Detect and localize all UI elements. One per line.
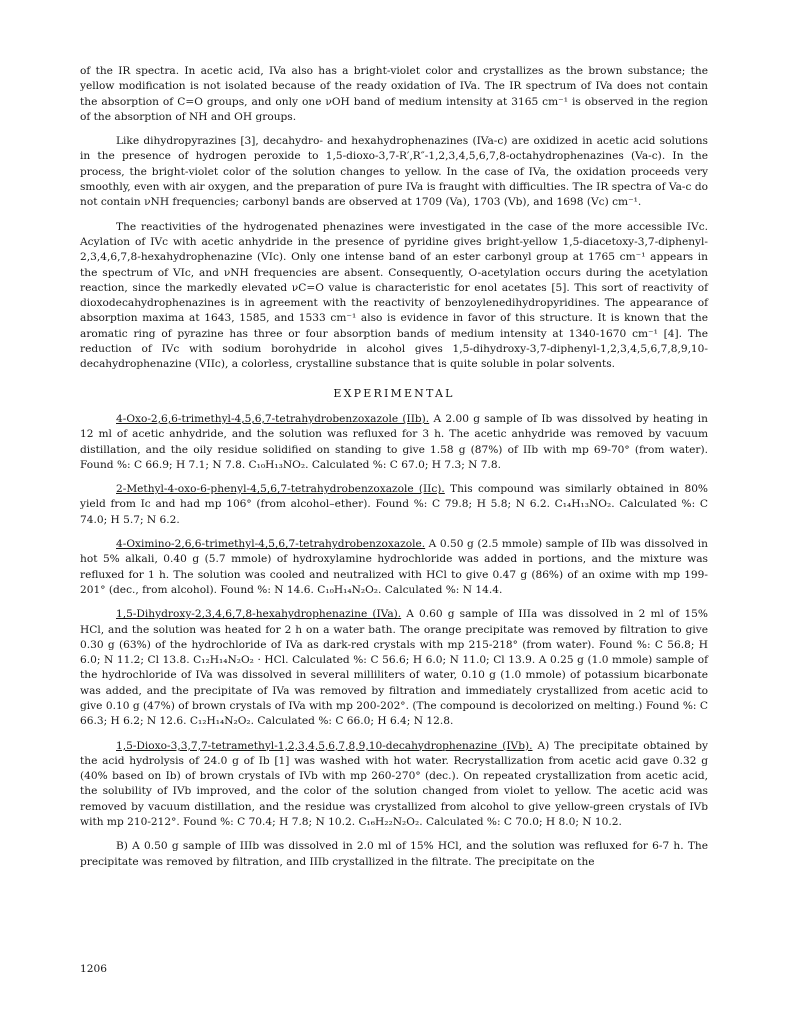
compound-title-iva: 1,5-Dihydroxy-2,3,4,6,7,8-hexahydrophenazine (IVa). <box>116 608 402 621</box>
experimental-entry-iib <box>80 412 708 473</box>
compound-body-oxime: A 0.50 g (2.5 mmole) sample of IIb was dissolved in hot 5% alkali, 0.40 g (5.7 mmole) of hydroxylamine hydrochloride was added in portions, and the mixture was refluxed for 1 h. The solution was cooled and neutralized with HCl to give 0.47 g (86%) of an oxime with mp 199-201° (dec., from alcohol). Found %: N 14.6. C₁₀H₁₄N₂O₂. Calculated %: N 14.4. <box>80 538 708 596</box>
paragraph-ir-spectra: of the IR spectra. In acetic acid, IVa also has a bright-violet color and crystallizes as the brown substance; the yellow modification is not isolated because of the ready oxidation of IVa. The IR spectrum of IVa does not contain the absorption of C=O groups, and only one νOH band of medium intensity at 3165 cm⁻¹ is observed in the region of the absorption of NH and OH groups. <box>80 65 708 123</box>
section-title-experimental: EXPERIMENTAL <box>333 386 455 400</box>
experimental-entry-iic <box>80 482 708 528</box>
body-text-column <box>80 64 708 879</box>
paragraph-oxidation: Like dihydropyrazines [3], decahydro- and hexahydrophenazines (IVa-c) are oxidized in acetic acid solutions in the presence of hydrogen peroxide to 1,5-dioxo-3,7-R′,R″-1,2,3,4,5,6,7,8-octahydrophenazines (Va-c). In the process, the bright-violet color of the solution changes to yellow. In the case of IVa, the oxidation proceeds very smoothly, even with air oxygen, and the preparation of pure IVa is fraught with difficulties. The IR spectra of Va-c do not contain νNH frequencies; carbonyl bands are observed at 1709 (Va), 1703 (Vb), and 1698 (Vc) cm⁻¹. <box>80 135 708 209</box>
experimental-entry-ivb-method-b: B) A 0.50 g sample of IIIb was dissolved in 2.0 ml of 15% HCl, and the solution was refluxed for 6-7 h. The precipitate was removed by filtration, and IIIb crystallized in the filtrate. The precipitate on the <box>80 840 708 868</box>
experimental-entry-iva <box>80 607 708 729</box>
compound-body-ivb: A) The precipitate obtained by the acid hydrolysis of 24.0 g of Ib [1] was washed with hot water. Recrystallization from acetic acid gave 0.32 g (40% based on Ib) of brown crystals of IVb with mp 260-270° (dec.). On repeated crystallization from acetic acid, the solubility of IVb improved, and the color of the solution changed from violet to yellow. The acetic acid was removed by vacuum distillation, and the residue was crystallized from alcohol to give yellow-green crystals of IVb with mp 210-212°. Found %: C 70.4; H 7.8; N 10.2. C₁₆H₂₂N₂O₂. Calculated %: C 70.0; H 8.0; N 10.2. <box>80 739 708 829</box>
compound-body-iva: A 0.60 g sample of IIIa was dissolved in 2 ml of 15% HCl, and the solution was heated for 2 h on a water bath. The orange precipitate was removed by filtration to give 0.30 g (63%) of the hydrochloride of IVa as dark-red crystals with mp 215-218° (from water). Found %: C 56.8; H 6.0; N 11.2; Cl 13.8. C₁₂H₁₄N₂O₂ · HCl. Calculated %: C 56.6; H 6.0; N 11.0; Cl 13.9. A 0.25 g (1.0 mmole) sample of the hydrochloride of IVa was dissolved in several milliliters of water, 0.10 g (1.0 mmole) of potassium bicarbonate was added, and the precipitate of IVa was removed by filtration and immediately crystallized from acetic acid to give 0.10 g (47%) of brown crystals of IVa with mp 200-202°. (The compound is decolorized on melting.) Found %: C 66.3; H 6.2; N 12.6. C₁₂H₁₄N₂O₂. Calculated %: C 66.0; H 6.4; N 12.8. <box>80 608 708 728</box>
paragraph-reactivity: The reactivities of the hydrogenated phenazines were investigated in the case of the more accessible IVc. Acylation of IVc with acetic anhydride in the presence of pyridine gives bright-yellow 1,5-diacetoxy-3,7-diphenyl-2,3,4,6,7,8-hexahydrophenazine (VIc). Only one intense band of an ester carbonyl group at 1765 cm⁻¹ appears in the spectrum of VIc, and νNH frequencies are absent. Consequently, O-acetylation occurs during the acetylation reaction, since the markedly elevated νC=O value is characteristic for enol acetates [5]. This sort of reactivity of dioxodecahydrophenazines is in agreement with the reactivity of benzoylenedihydropyridines. The appearance of absorption maxima at 1643, 1585, and 1533 cm⁻¹ also is evidence in favor of this structure. It is known that the aromatic ring of pyrazine has three or four absorption bands of medium intensity at 1340-1670 cm⁻¹ [4]. The reduction of IVc with sodium borohydride in alcohol gives 1,5-dihydroxy-3,7-diphenyl-1,2,3,4,5,6,7,8,9,10-decahydrophenazine (VIIc), a colorless, crystalline substance that is quite soluble in polar solvents. <box>80 220 708 371</box>
compound-title-ivb: 1,5-Dioxo-3,3,7,7-tetramethyl-1,2,3,4,5,6,7,8,9,10-decahydrophenazine (IVb). <box>116 739 533 752</box>
compound-body-iic: This compound was similarly obtained in 80% yield from Ic and had mp 106° (from alcohol–ether). Found %: C 79.8; H 5.8; N 6.2. C₁₄H₁₃NO₂. Calculated %: C 74.0; H 5.7; N 6.2. <box>80 483 709 526</box>
compound-title-iic: 2-Methyl-4-oxo-6-phenyl-4,5,6,7-tetrahydrobenzoxazole (IIc). <box>116 483 445 496</box>
experimental-entry-ivb <box>80 739 708 831</box>
experimental-entry-oxime <box>80 537 708 598</box>
compound-title-iib: 4-Oxo-2,6,6-trimethyl-4,5,6,7-tetrahydrobenzoxazole (IIb). <box>116 412 430 425</box>
page-number: 1206 <box>80 963 107 975</box>
compound-body-iib: A 2.00 g sample of Ib was dissolved by heating in 12 ml of acetic anhydride, and the solution was refluxed for 3 h. The acetic anhydride was removed by vacuum distillation, and the oily residue solidified on standing to give 1.58 g (87%) of IIb with mp 69-70° (from water). Found %: C 66.9; H 7.1; N 7.8. C₁₀H₁₃NO₂. Calculated %: C 67.0; H 7.3; N 7.8. <box>80 412 708 471</box>
compound-title-oxime: 4-Oximino-2,6,6-trimethyl-4,5,6,7-tetrahydrobenzoxazole. <box>116 538 426 551</box>
